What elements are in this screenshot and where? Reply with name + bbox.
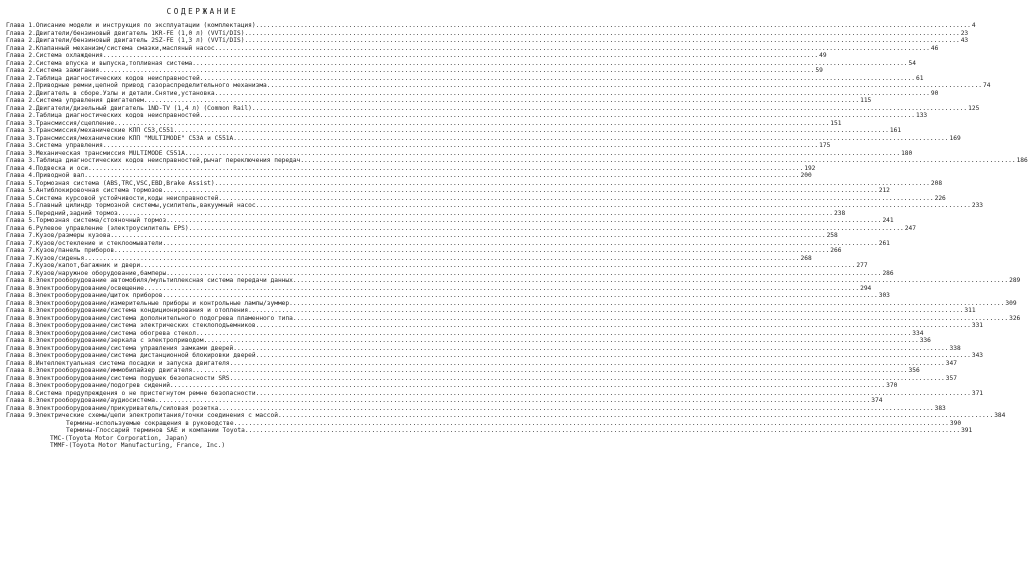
toc-entry (6, 179, 943, 188)
page-number: 180 (901, 149, 913, 157)
page-number: 161 (889, 127, 902, 134)
entry-title: Клапанный механизм/система смазки,масляный насос (35, 44, 215, 52)
leader-dots (166, 270, 881, 278)
page-number: 23 (960, 29, 969, 37)
leader-dots (189, 225, 904, 233)
leader-dots (162, 292, 877, 300)
entry-title: Кузов/капот,багажник и двери (35, 262, 141, 269)
toc-entry (6, 112, 928, 120)
chapter-label: Глава 2. (6, 52, 36, 59)
chapter-label: Глава 4. (6, 164, 36, 172)
leader-dots (170, 382, 885, 390)
page-number: 151 (830, 119, 842, 127)
page-number: 390 (949, 419, 962, 427)
entry-title: Тормозная система/стояночный тормоз (35, 217, 167, 224)
entry-title: Электрооборудование/иммобилайзер двигателя (35, 367, 193, 374)
entry-title: Передний,задний тормоз (35, 209, 118, 217)
toc-entry (6, 29, 969, 38)
leader-dots (203, 337, 918, 345)
entry-title: Система курсовой устойчивости,коды неисправностей (35, 194, 219, 202)
chapter-label: Глава 8. (6, 292, 36, 299)
toc-entry (6, 52, 827, 60)
entry-title: Двигатель в сборе.Узлы и детали.Снятие,установка (35, 89, 215, 97)
toc-entry (6, 254, 812, 263)
chapter-label: Глава 3. (6, 119, 36, 127)
entry-title: Механическая трансмиссия MULTIMODE C551A (35, 149, 185, 157)
entry-title: Электрооборудование/система управления замками дверей (35, 344, 234, 352)
page-title: СОДЕРЖАНИЕ (166, 7, 239, 16)
page-number: 59 (815, 67, 823, 74)
entry-title: Электрооборудование/система электрических стеклоподъемников (35, 322, 256, 329)
leader-dots (256, 390, 971, 398)
entry-title: Главный цилиндр тормозной системы,усилитель,вакуумный насос (35, 202, 256, 209)
leader-dots (192, 60, 907, 68)
toc-entry (6, 262, 868, 270)
page-number: 233 (971, 202, 984, 209)
leader-dots (166, 217, 881, 225)
entry-title: Электрооборудование/система кондиционирования и отопления (35, 307, 249, 314)
leader-dots (233, 135, 948, 143)
entry-title: Электрооборудование/прикуриватель/силовая розетка (35, 404, 219, 412)
toc-entry (6, 224, 916, 233)
leader-dots (103, 142, 818, 150)
toc-entry (6, 37, 969, 45)
page-number: 125 (968, 104, 980, 112)
leader-dots (162, 187, 877, 195)
chapter-label: Глава 8. (6, 344, 36, 352)
toc-entry (6, 97, 872, 105)
entry-title: Система зажигания (35, 67, 100, 74)
chapter-label: Глава 2. (6, 104, 36, 112)
toc-entry (6, 187, 890, 195)
entry-title: Система управления двигателем (35, 97, 144, 104)
toc-entry (6, 367, 920, 375)
leader-dots (196, 330, 911, 338)
entry-title: Кузов/размеры кузова (35, 232, 111, 239)
page-number: 61 (915, 74, 924, 82)
chapter-label: Глава 8. (6, 404, 36, 412)
entry-title: Термины-используемые сокращения в руководстве (66, 419, 234, 427)
page-number: 90 (930, 89, 939, 97)
chapter-label: Глава 8. (6, 277, 36, 284)
leader-dots (245, 427, 960, 435)
page-number: 247 (904, 224, 916, 232)
leader-dots (200, 112, 915, 120)
chapter-label: Глава 5. (6, 187, 36, 194)
entry-title: Электрооборудование/система дополнительного подогрева пламенного типа (35, 314, 293, 322)
chapter-label: Глава 2. (6, 44, 36, 52)
page-number: 374 (871, 397, 883, 404)
page-number: 226 (934, 194, 946, 202)
toc-entry (6, 374, 957, 383)
note-line: TMC-(Toyota Motor Corporation, Japan) (50, 434, 188, 442)
leader-dots (252, 105, 967, 113)
page-number: 238 (834, 209, 846, 217)
toc-entry (6, 397, 883, 405)
toc-entry (6, 329, 924, 338)
chapter-label: Глава 2. (6, 112, 36, 119)
entry-title: Таблица диагностических кодов неисправностей (35, 112, 200, 119)
leader-dots (256, 202, 971, 210)
chapter-label: Глава 6. (6, 224, 36, 232)
toc-entry (6, 352, 984, 360)
chapter-label: Глава 8. (6, 314, 36, 322)
page-number: 43 (960, 37, 969, 44)
chapter-label: Глава 3. (6, 149, 36, 157)
toc-entry (6, 134, 961, 143)
leader-dots (144, 97, 859, 105)
leader-dots (248, 307, 963, 315)
toc-entry (6, 82, 991, 90)
leader-dots (267, 82, 982, 90)
chapter-label: Глава 5. (6, 209, 36, 217)
page-number: 286 (882, 269, 894, 277)
note-line: TMMF-(Toyota Motor Manufacturing, France, Inc.) (50, 442, 226, 449)
entry-title: Электрооборудование автомобиля/мультиплексная система передачи данных (35, 277, 293, 284)
entry-title: Кузов/сиденья (35, 254, 85, 262)
page-number: 258 (826, 232, 838, 239)
entry-title: Таблица диагностических кодов неисправностей,рычаг переключения передач (35, 157, 301, 164)
leader-dots (114, 120, 829, 128)
leader-dots (278, 412, 993, 420)
toc-entry (6, 292, 890, 300)
toc-entry (6, 22, 976, 30)
page-number: 175 (819, 142, 831, 149)
entry-title: Описание модели и инструкция по эксплуатации (комплектация) (35, 22, 256, 29)
leader-dots (215, 90, 930, 98)
page-number: 4 (971, 22, 976, 29)
page-number: 294 (860, 284, 872, 292)
chapter-label: Глава 5. (6, 194, 36, 202)
page-number: 289 (1009, 277, 1021, 284)
chapter-label: Глава 7. (6, 239, 36, 247)
chapter-label: Глава 7. (6, 247, 36, 254)
entry-title: Система предупреждения о не пристегнутом ремне безопасности (35, 389, 256, 397)
leader-dots (300, 157, 1015, 165)
chapter-label: Глава 9. (6, 412, 36, 419)
leader-dots (256, 322, 971, 330)
entry-title: Интеллектуальная система посадки и запуска двигателя (35, 359, 230, 367)
entry-title: Приводные ремни,цепной привод газораспределительного механизма (35, 82, 267, 89)
page-number: 391 (961, 427, 973, 434)
toc-entry (6, 194, 946, 203)
toc-entry (6, 89, 939, 98)
toc-entry (6, 149, 913, 158)
chapter-label: Глава 8. (6, 299, 36, 307)
entry-title: Двигатели/бензиновый двигатель 2SZ-FE (1,3 л) (VVTi/DIS) (35, 37, 245, 44)
toc-entry (6, 269, 894, 278)
chapter-label: Глава 5. (6, 217, 36, 224)
toc-entry (6, 239, 890, 248)
entry-title: Электрооборудование/освещение (35, 284, 144, 292)
page-number: 74 (983, 82, 991, 89)
leader-dots (140, 262, 855, 270)
toc-entry (6, 232, 838, 240)
page-number: 133 (915, 112, 928, 119)
entry-title: Система охлаждения (35, 52, 103, 59)
chapter-label: Глава 4. (6, 172, 36, 179)
page-number: 334 (912, 329, 924, 337)
page-number: 212 (878, 187, 890, 194)
entry-title: Антиблокировочная система тормозов (35, 187, 163, 194)
toc-entry (6, 74, 924, 83)
chapter-label: Глава 1. (6, 22, 36, 29)
chapter-label: Глава 3. (6, 157, 36, 164)
entry-title: Приводной вал (35, 172, 85, 179)
chapter-label: Глава 7. (6, 262, 36, 269)
page-number: 383 (934, 404, 946, 412)
page-number: 384 (994, 412, 1006, 419)
page-number: 326 (1009, 314, 1021, 322)
chapter-label: Глава 2. (6, 37, 36, 44)
entry-title: Электрооборудование/зеркала с электроприводом (35, 337, 204, 344)
page-number: 266 (830, 247, 842, 254)
chapter-label: Глава 2. (6, 89, 36, 97)
chapter-label: Глава 8. (6, 352, 36, 359)
entry-title: Электрооборудование/система обогрева стекол (35, 329, 196, 337)
entry-title: Трансмиссия/сцепление (35, 119, 115, 127)
chapter-label: Глава 2. (6, 74, 36, 82)
leader-dots (103, 52, 818, 60)
chapter-label: Глава 2. (6, 97, 36, 104)
page-number: 336 (919, 337, 931, 344)
chapter-label: Глава 3. (6, 142, 36, 149)
entry-title: Электрооборудование/аудиосистема (35, 397, 156, 404)
chapter-label: Глава 7. (6, 232, 36, 239)
toc-entry (6, 277, 1021, 285)
leader-dots (218, 195, 933, 203)
toc-entry (6, 314, 1021, 323)
chapter-label: Глава 8. (6, 329, 36, 337)
page-number: 311 (964, 307, 976, 314)
leader-dots (118, 210, 833, 218)
chapter-label: Глава 2. (6, 82, 36, 89)
entry-title: Тормозная система (ABS,TRC,VSC,EBD,Brake Assist) (35, 179, 215, 187)
chapter-label: Глава 8. (6, 382, 36, 389)
chapter-label: Глава 8. (6, 359, 36, 367)
page-number: 241 (882, 217, 894, 224)
entry-title: Электрооборудование/щиток приборов (35, 292, 163, 299)
leader-dots (293, 277, 1008, 285)
page-number: 208 (930, 179, 943, 187)
toc-entry (6, 209, 846, 218)
toc-entry (6, 322, 984, 330)
page-number: 343 (971, 352, 984, 359)
entry-title: Трансмиссия/механические КПП "MULTIMODE" C53A и C551A (35, 134, 234, 142)
toc-entry (6, 119, 842, 128)
leader-dots (289, 300, 1004, 308)
page-number: 49 (819, 52, 827, 59)
entry-title: Двигатели/дизельный двигатель 1ND-TV (1,4 л) (Common Rail) (35, 104, 252, 112)
leader-dots (174, 127, 889, 135)
toc-entry (6, 157, 1028, 165)
entry-title: Система впуска и выпуска,топливная система (35, 59, 193, 67)
leader-dots (192, 367, 907, 375)
leader-dots (84, 255, 799, 263)
page-number: 54 (908, 59, 916, 67)
toc-entry (6, 202, 984, 210)
toc-entry (6, 67, 823, 75)
page-number: 309 (1005, 299, 1017, 307)
chapter-label: Глава 8. (6, 307, 36, 314)
entry-title: Подвеска и оси (35, 164, 88, 172)
entry-title: Электрооборудование/система дистанционной блокировки дверей (35, 352, 256, 359)
chapter-label: Глава 7. (6, 254, 36, 262)
toc-entry (6, 337, 931, 345)
chapter-label: Глава 3. (6, 134, 36, 142)
toc-entry (6, 404, 946, 413)
entry-title: Система управления (35, 142, 103, 149)
chapter-label: Глава 8. (6, 367, 36, 374)
page-number: 115 (860, 97, 872, 104)
leader-dots (244, 37, 959, 45)
leader-dots (110, 232, 825, 240)
leader-dots (215, 45, 930, 53)
entry-title: Электрооборудование/измерительные приборы и контрольные лампы/зуммер (35, 299, 290, 307)
chapter-label: Глава 3. (6, 127, 36, 134)
leader-dots (155, 397, 870, 405)
leader-dots (84, 172, 799, 180)
toc-entry (6, 247, 842, 255)
toc-entry (6, 127, 902, 135)
chapter-label: Глава 2. (6, 59, 36, 67)
page-number: 356 (908, 367, 920, 374)
notes-list (6, 435, 399, 450)
chapter-label: Глава 7. (6, 269, 36, 277)
page-number: 169 (949, 134, 961, 142)
entry-title: Кузов/панель приборов (35, 247, 115, 254)
appendix-entry (6, 419, 962, 428)
chapter-label: Глава 8. (6, 397, 36, 404)
table-of-contents (6, 22, 1028, 420)
toc-entry (6, 104, 980, 113)
leader-dots (114, 247, 829, 255)
page-number: 277 (856, 262, 868, 269)
entry-title: Двигатели/бензиновый двигатель 1KR-FE (1,0 л) (VVTi/DIS) (35, 29, 245, 37)
leader-dots (256, 22, 971, 30)
page-number: 370 (886, 382, 898, 389)
leader-dots (218, 405, 933, 413)
toc-entry (6, 412, 1006, 420)
toc-entry (6, 307, 976, 315)
chapter-label: Глава 2. (6, 67, 36, 74)
entry-title: Кузов/наружное оборудование,бамперы (35, 269, 167, 277)
page-number: 192 (804, 164, 816, 172)
toc-entry (6, 142, 831, 150)
toc-entry (6, 299, 1017, 308)
page-number: 357 (945, 374, 957, 382)
chapter-label: Глава 8. (6, 284, 36, 292)
leader-dots (144, 285, 859, 293)
entry-title: Кузов/остекление и стеклоомыватели (35, 239, 163, 247)
page-number: 46 (930, 44, 939, 52)
toc-entry (6, 359, 957, 368)
chapter-label: Глава 5. (6, 202, 36, 209)
appendix-list (6, 419, 973, 435)
leader-dots (99, 67, 814, 75)
entry-title: Электрооборудование/подогрев сидений (35, 382, 170, 389)
toc-entry (6, 59, 916, 68)
leader-dots (162, 240, 877, 248)
leader-dots (293, 315, 1008, 323)
page-number: 186 (1016, 157, 1028, 164)
toc-entry (6, 344, 961, 353)
chapter-label: Глава 8. (6, 374, 36, 382)
page-number: 268 (800, 254, 812, 262)
toc-entry (6, 164, 816, 173)
toc-entry (6, 172, 812, 180)
toc-entry (6, 217, 894, 225)
toc-entry (6, 389, 984, 398)
toc-entry (6, 382, 898, 390)
leader-dots (215, 180, 930, 188)
page-number: 338 (949, 344, 961, 352)
leader-dots (200, 75, 915, 83)
toc-entry (6, 284, 872, 293)
leader-dots (256, 352, 971, 360)
entry-title: Электрические схемы/цепи электропитания/точки соединения с массой (35, 412, 278, 419)
leader-dots (230, 375, 945, 383)
leader-dots (233, 345, 948, 353)
leader-dots (230, 360, 945, 368)
leader-dots (185, 150, 900, 158)
page-number: 261 (878, 239, 890, 247)
entry-title: Рулевое управление (электроусилитель EPS) (35, 224, 189, 232)
leader-dots (244, 30, 959, 38)
chapter-label: Глава 2. (6, 29, 36, 37)
page-number: 371 (971, 389, 984, 397)
leader-dots (88, 165, 803, 173)
entry-title: Электрооборудование/система подушек безопасности SRS (35, 374, 230, 382)
entry-title: Термины-Глоссарий терминов SAE и компании Toyota (66, 427, 245, 434)
entry-title: Таблица диагностических кодов неисправностей (35, 74, 200, 82)
page-number: 347 (945, 359, 957, 367)
chapter-label: Глава 5. (6, 179, 36, 187)
leader-dots (234, 420, 949, 428)
chapter-label: Глава 8. (6, 389, 36, 397)
page-number: 303 (878, 292, 890, 299)
chapter-label: Глава 8. (6, 337, 36, 344)
chapter-label: Глава 8. (6, 322, 36, 329)
appendix-entry (6, 427, 973, 435)
page-number: 331 (971, 322, 984, 329)
entry-title: Трансмиссия/механические КПП C53,C551 (35, 127, 174, 134)
toc-entry (6, 44, 939, 53)
page-number: 200 (800, 172, 812, 179)
